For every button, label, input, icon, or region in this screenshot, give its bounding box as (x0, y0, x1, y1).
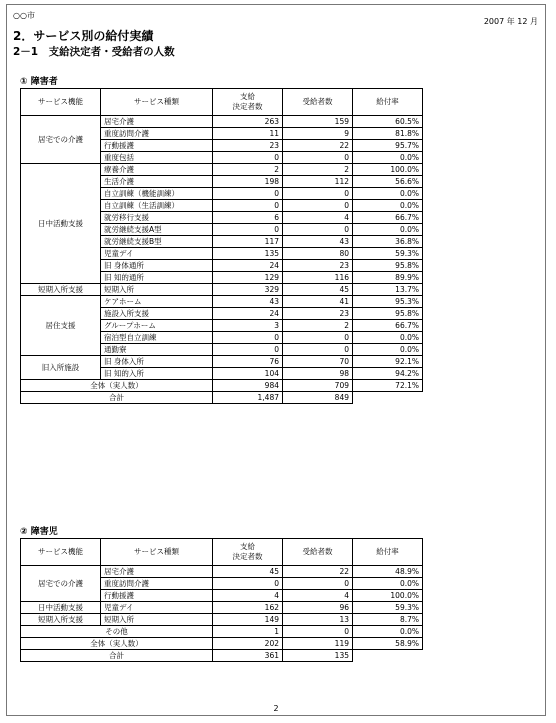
sum-label-cell: 合計 (21, 650, 213, 662)
sum-recipients-cell: 849 (283, 392, 353, 404)
decided-count-cell: 2 (213, 164, 283, 176)
service-type-cell: 就労継続支援A型 (101, 224, 213, 236)
recipient-count-cell: 0 (283, 224, 353, 236)
recipient-count-cell: 0 (283, 188, 353, 200)
service-type-cell: 重度訪問介護 (101, 578, 213, 590)
recipient-count-cell: 22 (283, 566, 353, 578)
other-label-cell: その他 (21, 626, 213, 638)
benefit-rate-cell: 95.8% (353, 260, 423, 272)
total-rate-cell: 72.1% (353, 380, 423, 392)
recipient-count-cell: 0 (283, 200, 353, 212)
service-type-cell: 行動援護 (101, 140, 213, 152)
service-type-cell: 旧 知的入所 (101, 368, 213, 380)
service-function-cell: 旧入所施設 (21, 356, 101, 380)
benefit-rate-cell: 56.6% (353, 176, 423, 188)
decided-count-cell: 11 (213, 128, 283, 140)
table-row (21, 356, 423, 368)
decided-count-cell: 263 (213, 116, 283, 128)
service-function-cell: 居宅での介護 (21, 566, 101, 602)
sum-decided-cell: 361 (213, 650, 283, 662)
service-type-cell: ケアホーム (101, 296, 213, 308)
benefit-rate-cell: 92.1% (353, 356, 423, 368)
decided-count-cell: 45 (213, 566, 283, 578)
decided-count-cell: 329 (213, 284, 283, 296)
recipient-count-cell: 98 (283, 368, 353, 380)
empty-cell (353, 392, 423, 404)
decided-count-cell: 3 (213, 320, 283, 332)
disabled-children-table (20, 538, 423, 662)
table1-title: ① 障害者 (20, 77, 58, 87)
recipient-count-cell: 9 (283, 128, 353, 140)
disabled-adults-table (20, 88, 423, 404)
service-type-cell: 居宅介護 (101, 566, 213, 578)
service-type-cell: 旧 身体入所 (101, 356, 213, 368)
service-type-cell: グループホーム (101, 320, 213, 332)
total-rate-cell: 58.9% (353, 638, 423, 650)
service-type-cell: 就労移行支援 (101, 212, 213, 224)
column-header: サービス種類 (101, 89, 213, 116)
service-type-cell: 施設入所支援 (101, 308, 213, 320)
total-row (21, 380, 423, 392)
recipient-count-cell: 43 (283, 236, 353, 248)
benefit-rate-cell: 95.3% (353, 296, 423, 308)
decided-count-cell: 76 (213, 356, 283, 368)
decided-count-cell: 0 (213, 188, 283, 200)
decided-count-cell: 0 (213, 578, 283, 590)
document-page (6, 4, 546, 716)
benefit-rate-cell: 36.8% (353, 236, 423, 248)
total-decided-cell: 984 (213, 380, 283, 392)
recipient-count-cell: 80 (283, 248, 353, 260)
benefit-rate-cell: 81.8% (353, 128, 423, 140)
city-label: ○○市 (13, 11, 35, 20)
benefit-rate-cell: 60.5% (353, 116, 423, 128)
service-type-cell: 児童デイ (101, 248, 213, 260)
table-row (21, 296, 423, 308)
column-header: 受給者数 (283, 539, 353, 566)
benefit-rate-cell: 59.3% (353, 602, 423, 614)
total-recipients-cell: 709 (283, 380, 353, 392)
column-header: 支給 決定者数 (213, 539, 283, 566)
benefit-rate-cell: 95.7% (353, 140, 423, 152)
benefit-rate-cell: 100.0% (353, 590, 423, 602)
recipient-count-cell: 112 (283, 176, 353, 188)
decided-count-cell: 23 (213, 140, 283, 152)
benefit-rate-cell: 0.0% (353, 200, 423, 212)
decided-count-cell: 0 (213, 200, 283, 212)
subsection-title: 2－1 支給決定者・受給者の人数 (13, 46, 175, 58)
recipient-count-cell: 13 (283, 614, 353, 626)
service-function-cell: 日中活動支援 (21, 164, 101, 284)
service-function-cell: 居住支援 (21, 296, 101, 356)
decided-count-cell: 162 (213, 602, 283, 614)
column-header: サービス機能 (21, 89, 101, 116)
recipient-count-cell: 0 (283, 344, 353, 356)
service-type-cell: 旧 知的通所 (101, 272, 213, 284)
decided-count-cell: 0 (213, 344, 283, 356)
service-type-cell: 旧 身体通所 (101, 260, 213, 272)
recipient-count-cell: 96 (283, 602, 353, 614)
benefit-rate-cell: 89.9% (353, 272, 423, 284)
decided-count-cell: 0 (213, 152, 283, 164)
total-row (21, 638, 423, 650)
recipient-count-cell: 2 (283, 320, 353, 332)
recipient-count-cell: 23 (283, 308, 353, 320)
column-header: サービス種類 (101, 539, 213, 566)
recipient-count-cell: 0 (283, 578, 353, 590)
service-type-cell: 療養介護 (101, 164, 213, 176)
page-number: 2 (273, 704, 279, 713)
recipient-count-cell: 2 (283, 164, 353, 176)
benefit-rate-cell: 0.0% (353, 626, 423, 638)
table2-title: ② 障害児 (20, 527, 58, 537)
benefit-rate-cell: 8.7% (353, 614, 423, 626)
service-function-cell: 短期入所支援 (21, 284, 101, 296)
table-row (21, 284, 423, 296)
decided-count-cell: 0 (213, 224, 283, 236)
service-function-cell: 居宅での介護 (21, 116, 101, 164)
service-type-cell: 児童デイ (101, 602, 213, 614)
service-type-cell: 自立訓練（生活訓練） (101, 200, 213, 212)
recipient-count-cell: 4 (283, 212, 353, 224)
benefit-rate-cell: 48.9% (353, 566, 423, 578)
table-row (21, 626, 423, 638)
recipient-count-cell: 116 (283, 272, 353, 284)
sum-row (21, 650, 423, 662)
benefit-rate-cell: 0.0% (353, 332, 423, 344)
total-label-cell: 全体（実人数） (21, 638, 213, 650)
decided-count-cell: 129 (213, 272, 283, 284)
benefit-rate-cell: 0.0% (353, 188, 423, 200)
decided-count-cell: 135 (213, 248, 283, 260)
recipient-count-cell: 23 (283, 260, 353, 272)
total-decided-cell: 202 (213, 638, 283, 650)
sum-decided-cell: 1,487 (213, 392, 283, 404)
column-header: サービス機能 (21, 539, 101, 566)
column-header: 給付率 (353, 89, 423, 116)
recipient-count-cell: 0 (283, 152, 353, 164)
recipient-count-cell: 4 (283, 590, 353, 602)
decided-count-cell: 104 (213, 368, 283, 380)
benefit-rate-cell: 0.0% (353, 344, 423, 356)
benefit-rate-cell: 59.3% (353, 248, 423, 260)
total-recipients-cell: 119 (283, 638, 353, 650)
decided-count-cell: 4 (213, 590, 283, 602)
benefit-rate-cell: 95.8% (353, 308, 423, 320)
decided-count-cell: 0 (213, 332, 283, 344)
service-type-cell: 生活介護 (101, 176, 213, 188)
decided-count-cell: 117 (213, 236, 283, 248)
recipient-count-cell: 41 (283, 296, 353, 308)
sum-label-cell: 合計 (21, 392, 213, 404)
service-type-cell: 短期入所 (101, 614, 213, 626)
report-date: 2007 年 12 月 (483, 17, 538, 26)
sum-recipients-cell: 135 (283, 650, 353, 662)
table-row (21, 614, 423, 626)
empty-cell (353, 650, 423, 662)
column-header: 受給者数 (283, 89, 353, 116)
table-row (21, 164, 423, 176)
benefit-rate-cell: 66.7% (353, 212, 423, 224)
service-function-cell: 短期入所支援 (21, 614, 101, 626)
table-row (21, 566, 423, 578)
decided-count-cell: 43 (213, 296, 283, 308)
service-type-cell: 宿泊型自立訓練 (101, 332, 213, 344)
table-row (21, 116, 423, 128)
column-header: 給付率 (353, 539, 423, 566)
benefit-rate-cell: 100.0% (353, 164, 423, 176)
recipient-count-cell: 45 (283, 284, 353, 296)
service-type-cell: 短期入所 (101, 284, 213, 296)
benefit-rate-cell: 0.0% (353, 578, 423, 590)
decided-count-cell: 24 (213, 260, 283, 272)
recipient-count-cell: 159 (283, 116, 353, 128)
service-type-cell: 居宅介護 (101, 116, 213, 128)
benefit-rate-cell: 0.0% (353, 224, 423, 236)
service-type-cell: 自立訓練（機能訓練） (101, 188, 213, 200)
recipient-count-cell: 22 (283, 140, 353, 152)
service-type-cell: 重度訪問介護 (101, 128, 213, 140)
recipient-count-cell: 0 (283, 626, 353, 638)
decided-count-cell: 6 (213, 212, 283, 224)
service-type-cell: 重度包括 (101, 152, 213, 164)
recipient-count-cell: 70 (283, 356, 353, 368)
service-function-cell: 日中活動支援 (21, 602, 101, 614)
service-type-cell: 就労継続支援B型 (101, 236, 213, 248)
service-type-cell: 通勤寮 (101, 344, 213, 356)
decided-count-cell: 24 (213, 308, 283, 320)
service-type-cell: 行動援護 (101, 590, 213, 602)
benefit-rate-cell: 0.0% (353, 152, 423, 164)
column-header: 支給 決定者数 (213, 89, 283, 116)
table-row (21, 602, 423, 614)
decided-count-cell: 149 (213, 614, 283, 626)
recipient-count-cell: 0 (283, 332, 353, 344)
decided-count-cell: 1 (213, 626, 283, 638)
section-title: 2．サービス別の給付実績 (13, 29, 154, 43)
total-label-cell: 全体（実人数） (21, 380, 213, 392)
sum-row (21, 392, 423, 404)
benefit-rate-cell: 94.2% (353, 368, 423, 380)
decided-count-cell: 198 (213, 176, 283, 188)
benefit-rate-cell: 66.7% (353, 320, 423, 332)
benefit-rate-cell: 13.7% (353, 284, 423, 296)
